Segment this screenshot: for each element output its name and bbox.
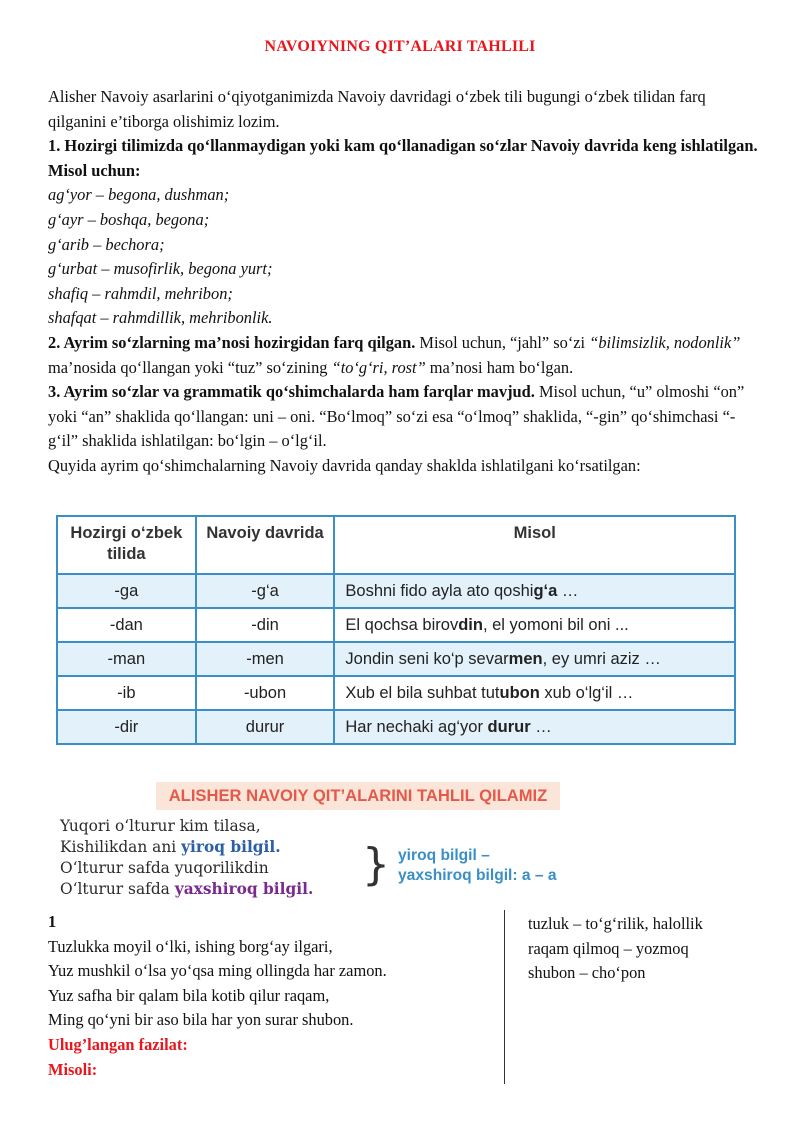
example-text: El qochsa birov: [345, 615, 459, 634]
poem-highlight: yaxshiroq bilgil.: [174, 880, 314, 898]
point-2-paragraph: [48, 331, 760, 380]
example-suffix: durur: [487, 717, 531, 736]
example-suffix: g‘a: [533, 581, 558, 600]
example-line: shafiq – rahmdil, mehribon;: [48, 283, 233, 303]
poem-highlight: yiroq bilgil.: [181, 838, 281, 856]
cell-navoiy: -din: [196, 608, 335, 642]
point-2-text: ma’nosi ham bo‘lgan.: [425, 357, 574, 377]
section-banner: ALISHER NAVOIY QIT’ALARINI TAHLIL QILAMIZ: [156, 782, 560, 810]
cell-modern: -dir: [57, 710, 196, 744]
header-example: Misol: [334, 516, 735, 574]
cell-example: [334, 574, 735, 608]
glossary-column: [528, 912, 778, 986]
header-modern: Hozirgi o‘zbek tilida: [57, 516, 196, 574]
example-line: g‘arib – bechora;: [48, 234, 165, 254]
example-line: g‘urbat – musofirlik, begona yurt;: [48, 259, 273, 279]
cell-navoiy: -ubon: [196, 676, 335, 710]
table-row: [57, 642, 735, 676]
point-2-text: Misol uchun, “jahl” so‘zi: [415, 332, 590, 352]
body-text: [48, 85, 760, 479]
example-text: …: [557, 581, 579, 600]
cell-navoiy: -g‘a: [196, 574, 335, 608]
verse-line: Tuzlukka moyil o‘lki, ishing borg‘ay ilgari,: [48, 936, 333, 956]
poem-excerpt: [60, 816, 360, 900]
curly-brace-icon: }: [362, 839, 390, 890]
example-suffix: ubon: [499, 683, 540, 702]
example-text: …: [530, 717, 552, 736]
suffix-table: [56, 515, 736, 745]
verse-line: Yuz safha bir qalam bila kotib qilur raqam,: [48, 985, 330, 1005]
example-text: Xub el bila suhbat tut: [345, 683, 500, 702]
table-row: [57, 574, 735, 608]
virtue-label: Ulug’langan fazilat:: [48, 1034, 188, 1054]
verse-line: Yuz mushkil o‘lsa yo‘qsa ming ollingda har zamon.: [48, 961, 387, 981]
table-intro: Quyida ayrim qo‘shimchalarning Navoiy davrida qanday shaklda ishlatilgani ko‘rsatilgan:: [48, 455, 641, 475]
example-text: , ey umri aziz …: [542, 649, 661, 668]
table-row: [57, 608, 735, 642]
example-text: , el yomoni bil oni ...: [482, 615, 629, 634]
rhyme-note-line: yiroq bilgil –: [398, 847, 490, 864]
table-row: [57, 676, 735, 710]
point-3-heading: 3. Ayrim so‘zlar va grammatik qo‘shimchalarda ham farqlar mavjud.: [48, 382, 535, 402]
example-text: Boshni fido ayla ato qoshi: [345, 581, 534, 600]
point-3-paragraph: [48, 380, 760, 454]
verse-line: Ming qo‘yni bir aso bila har yon surar shubon.: [48, 1010, 354, 1030]
page-title: NAVOIYNING QIT’ALARI TAHLILI: [264, 38, 536, 55]
example-line: ag‘yor – begona, dushman;: [48, 185, 230, 205]
poem-text: O‘lturur safda: [60, 880, 175, 898]
cell-modern: -man: [57, 642, 196, 676]
poem-line: O‘lturur safda yuqorilikdin: [60, 859, 269, 877]
table-header-row: [57, 516, 735, 574]
cell-modern: -ga: [57, 574, 196, 608]
poem-line: [60, 837, 360, 858]
example-text: xub o‘lg‘il …: [539, 683, 634, 702]
intro-paragraph: Alisher Navoiy asarlarini o‘qiyotganimizda Navoiy davridagi o‘zbek tili bugungi o‘zbek tilidan farq qilganini e’tiborga olishimiz lozim.: [48, 87, 706, 131]
example-text: Har nechaki ag‘yor: [345, 717, 488, 736]
poem-text: Kishilikdan ani: [60, 838, 182, 856]
example-line: shafqat – rahmdillik, mehribonlik.: [48, 308, 273, 328]
rhyme-note: [398, 846, 557, 886]
cell-navoiy: -men: [196, 642, 335, 676]
example-label: Misoli:: [48, 1059, 98, 1079]
point-2-italic: “bilimsizlik, nodonlik”: [589, 332, 741, 352]
cell-modern: -ib: [57, 676, 196, 710]
point-3-text: Misol uchun, “u” olmoshi “on” yoki “an” shaklida qo‘llangan: uni – oni. “Bo‘lmoq” so‘zi esa “o‘lmoq” shaklida, “-gin” qo‘shimchasi “-g‘il” shaklida ishlatilgan: bo‘lgin – o‘lg‘il.: [48, 382, 745, 451]
cell-example: [334, 642, 735, 676]
poem-line: Yuqori o‘lturur kim tilasa,: [60, 817, 261, 835]
verse-number: 1: [48, 912, 57, 931]
example-suffix: din: [458, 615, 483, 634]
header-navoiy: Navoiy davrida: [196, 516, 335, 574]
glossary-item: shubon – cho‘pon: [528, 963, 646, 983]
cell-navoiy: durur: [196, 710, 335, 744]
cell-example: [334, 710, 735, 744]
cell-example: [334, 676, 735, 710]
glossary-item: tuzluk – to‘g‘rilik, halollik: [528, 914, 703, 933]
table-row: [57, 710, 735, 744]
cell-example: [334, 608, 735, 642]
point-1-heading: 1. Hozirgi tilimizda qo‘llanmaydigan yoki kam qo‘llanadigan so‘zlar Navoiy davrida keng ishlatilgan. Misol uchun:: [48, 136, 758, 180]
verse-column: [48, 910, 498, 1082]
column-divider: [504, 910, 505, 1084]
example-text: Jondin seni ko‘p sevar: [345, 649, 509, 668]
example-suffix: men: [508, 649, 543, 668]
cell-modern: -dan: [57, 608, 196, 642]
example-line: g‘ayr – boshqa, begona;: [48, 209, 210, 229]
glossary-item: raqam qilmoq – yozmoq: [528, 938, 689, 958]
poem-line: [60, 879, 360, 900]
point-2-italic: “to‘g‘ri, rost”: [331, 357, 426, 377]
point-2-text: ma’nosida qo‘llangan yoki “tuz” so‘zining: [48, 357, 332, 377]
rhyme-note-line: yaxshiroq bilgil: a – a: [398, 867, 557, 884]
point-2-heading: 2. Ayrim so‘zlarning ma’nosi hozirgidan farq qilgan.: [48, 332, 416, 352]
